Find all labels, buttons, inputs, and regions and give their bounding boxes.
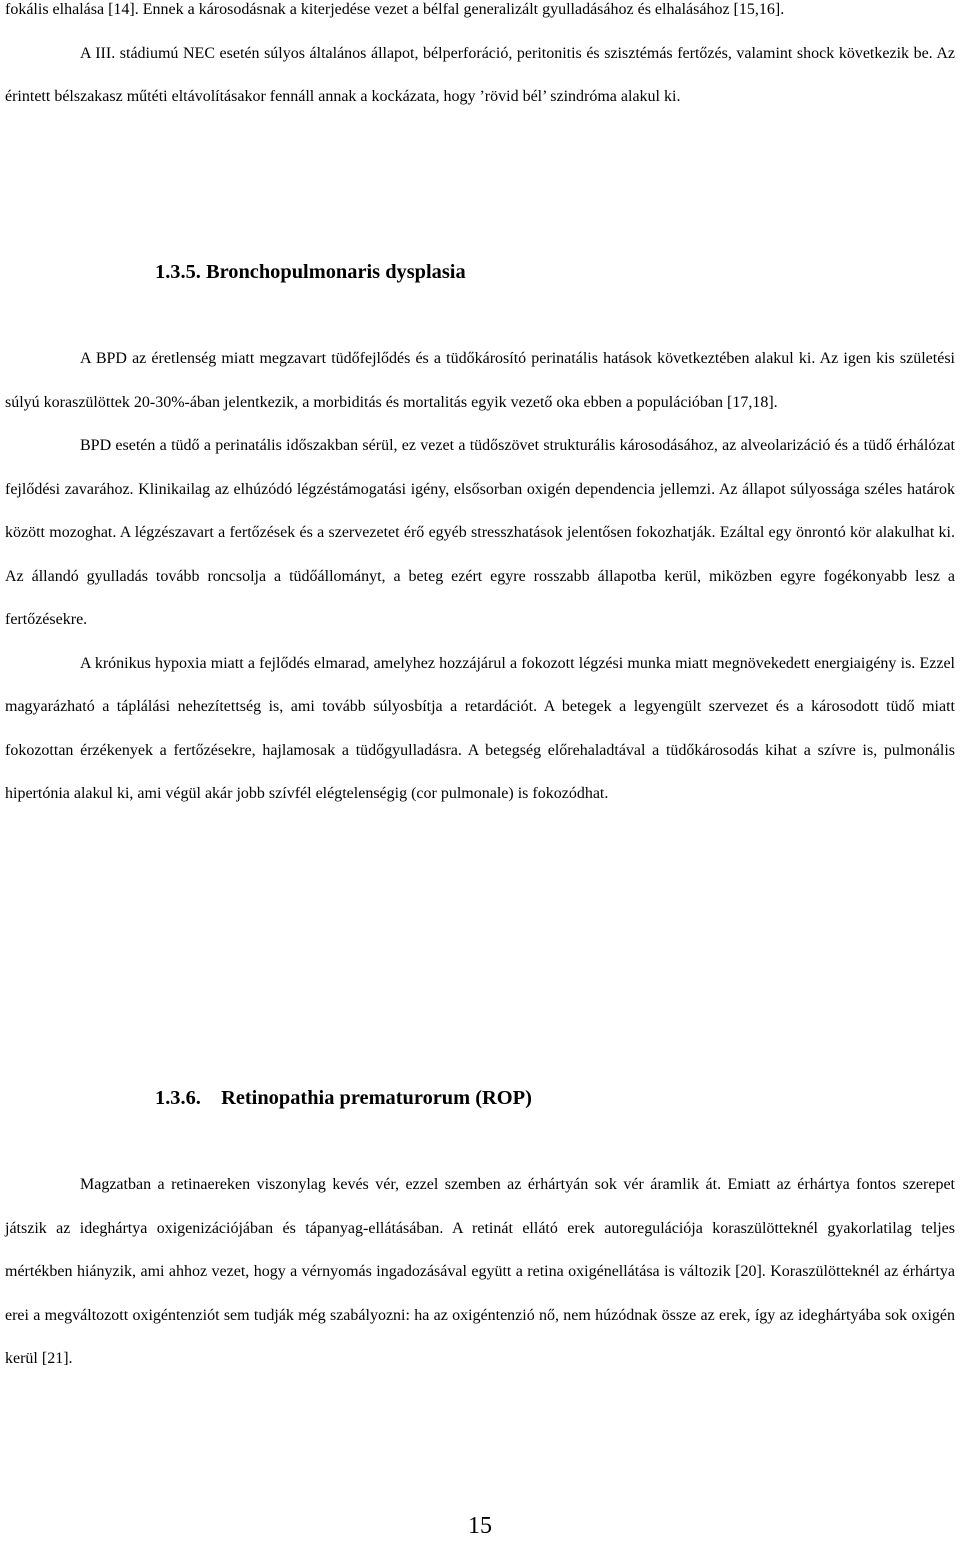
intro-block xyxy=(5,0,955,119)
section-136-title: Retinopathia prematurorum (ROP) xyxy=(221,1087,532,1109)
section-136-heading xyxy=(155,1084,532,1112)
section-135-paragraph-2: BPD esetén a tüdő a perinatális időszakban sérül, ez vezet a tüdőszövet strukturális károsodásához, az alveolarizáció és a tüdő érhálózat fejlődési zavarához. Klinikailag az elhúzódó légzéstámogatási igény, elsősorban oxigén dependencia jellemzi. Az állapot súlyossága széles határok között mozoghat. A légzészavart a fertőzések és a szervezetet érő egyéb stresszhatások jelentősen fokozhatják. Ezáltal egy önrontó kör alakulhat ki. Az állandó gyulladás tovább roncsolja a tüdőállományt, a beteg ezért egyre rosszabb állapotba kerül, miközben egyre fogékonyabb lesz a fertőzésekre. xyxy=(5,437,955,628)
section-135-heading: 1.3.5. Bronchopulmonaris dysplasia xyxy=(155,261,466,283)
intro-continuation-paragraph: fokális elhalása [14]. Ennek a károsodásnak a kiterjedése vezet a bélfal generalizált gyulladásához és elhalásához [15,16]. xyxy=(5,1,785,18)
page-number: 15 xyxy=(468,1513,492,1539)
section-135-body xyxy=(5,337,955,816)
section-136-paragraph: Magzatban a retinaereken viszonylag kevés vér, ezzel szemben az érhártyán sok vér áramlik át. Emiatt az érhártya fontos szerepet játszik az ideghártya oxigenizációjában és tápanyag-ellátásában. A retinát ellátó erek autoregulációja koraszülötteknél gyakorlatilag teljes mértékben hiányzik, ami ahhoz vezet, hogy a vérnyomás ingadozásával együtt a retina oxigénellátása is változik [20]. Koraszülötteknél az érhártya erei a megváltozott oxigéntenziót sem tudják még szabályozni: ha az oxigéntenzió nő, nem húzódnak össze az erek, így az ideghártyába sok oxigén kerül [21]. xyxy=(5,1176,955,1367)
section-135-paragraph-3: A krónikus hypoxia miatt a fejlődés elmarad, amelyhez hozzájárul a fokozott légzési munka miatt megnövekedett energiaigény is. Ezzel magyarázható a táplálási nehezítettség is, ami tovább súlyosbítja a retardációt. A betegek a legyengült szervezet és a károsodott tüdő miatt fokozottan érzékenyek a fertőzésekre, hajlamosak a tüdőgyulladásra. A betegség előrehaladtával a tüdőkárosodás kihat a szívre is, pulmonális hipertónia alakul ki, ami végül akár jobb szívfél elégtelenségig (cor pulmonale) is fokozódhat. xyxy=(5,654,955,802)
section-136-number: 1.3.6. xyxy=(155,1087,201,1109)
section-136-body xyxy=(5,1163,955,1381)
section-135-paragraph-1: A BPD az éretlenség miatt megzavart tüdőfejlődés és a tüdőkárosító perinatális hatások következtében alakul ki. Az igen kis születési súlyú koraszülöttek 20-30%-ában jelentkezik, a morbiditás és mortalitás egyik vezető oka ebben a populációban [17,18]. xyxy=(5,350,955,411)
intro-stage3-paragraph: A III. stádiumú NEC esetén súlyos általános állapot, bélperforáció, peritonitis és szisztémás fertőzés, valamint shock következik be. Az érintett bélszakasz műtéti eltávolításakor fennáll annak a kockázata, hogy ’rövid bél’ szindróma alakul ki. xyxy=(5,44,955,105)
